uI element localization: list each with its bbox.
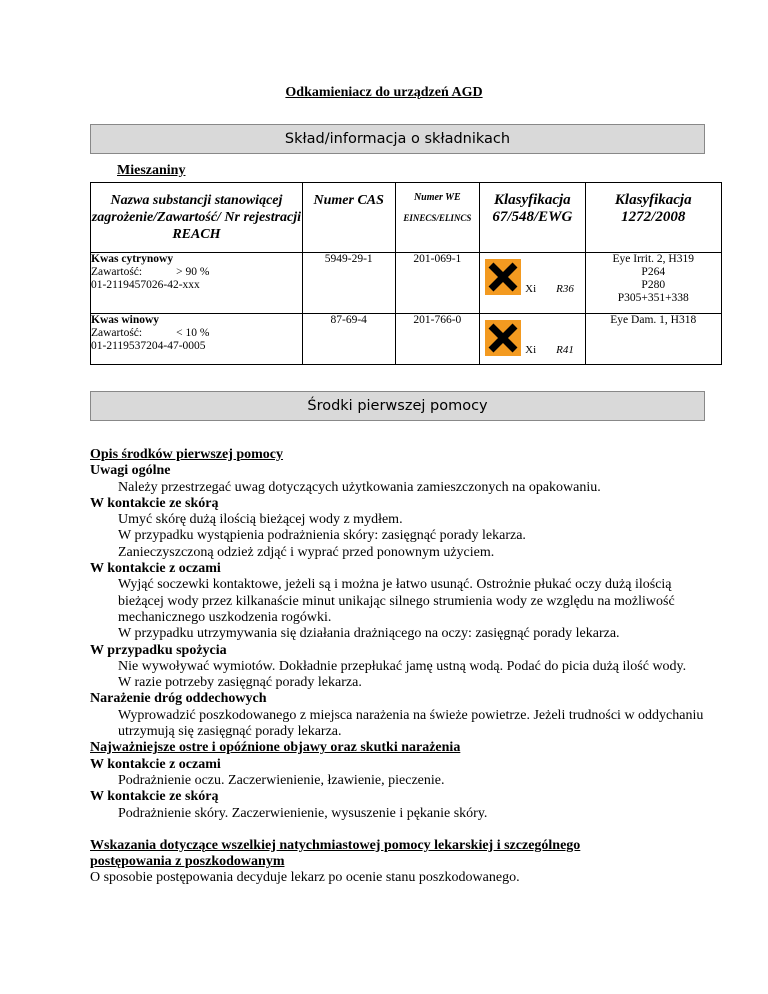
mixtures-heading: Mieszaniny: [117, 163, 186, 178]
reach-number: 01-2119457026-42-xxx: [91, 279, 200, 291]
substance-cell: [91, 314, 303, 365]
cas-number: 5949-29-1: [302, 253, 395, 314]
medical-heading: Wskazania dotyczące wszelkiej natychmiastowej pomocy lekarskiej i szczególnego: [90, 837, 581, 853]
skin-heading: W kontakcie ze skórą: [90, 495, 219, 511]
skin-line: Zanieczyszczoną odzież zdjąć i wyprać przed ponownym użyciem.: [118, 544, 495, 560]
we-number: 201-766-0: [395, 314, 480, 365]
risk-phrase: R36: [556, 283, 574, 295]
classification-old-cell: [480, 314, 585, 365]
sym-eyes-text: Podrażnienie oczu. Zaczerwienienie, łzawienie, pieczenie.: [118, 772, 445, 788]
skin-line: W przypadku wystąpienia podrażnienia skóry: zasięgnąć porady lekarza.: [118, 528, 526, 544]
inhalation-text: Wyprowadzić poszkodowanego z miejsca narażenia na świeże powietrze. Jeżeli trudności w oddychaniu utrzymują się zasięgnąć porady lekarza.: [118, 707, 704, 740]
ghs-line: P264: [641, 266, 666, 278]
eyes-heading: W kontakcie z oczami: [90, 561, 221, 577]
substance-name: Kwas cytrynowy: [91, 253, 174, 265]
risk-phrase: R41: [556, 344, 574, 356]
ghs-line: Eye Dam. 1, H318: [610, 314, 697, 326]
section-composition-header: Skład/informacja o składnikach: [90, 124, 705, 154]
table-row: [91, 314, 722, 365]
table-row: [91, 253, 722, 314]
inhalation-heading: Narażenie dróg oddechowych: [90, 691, 267, 707]
content-label: Zawartość:: [91, 266, 143, 278]
hazard-symbol-code: Xi: [525, 344, 537, 356]
general-heading: Uwagi ogólne: [90, 463, 171, 479]
medical-heading-2: postępowania z poszkodowanym: [90, 854, 285, 870]
composition-table: [90, 182, 722, 365]
ingestion-text: Nie wywoływać wymiotów. Dokładnie przepłukać jamę ustną wodą. Podać do picia dużą ilość wody. W razie potrzeby zasięgnąć porady lekarza.: [118, 658, 687, 691]
substance-name: Kwas winowy: [91, 314, 160, 326]
sym-skin-heading: W kontakcie ze skórą: [90, 789, 219, 805]
ghs-line: P305+351+338: [617, 292, 689, 304]
ghs-line: Eye Irrit. 2, H319: [612, 253, 694, 265]
header-class-new: Klasyfikacja 1272/2008: [585, 183, 722, 253]
content-value: < 10 %: [176, 327, 210, 339]
reach-number: 01-2119537204-47-0005: [91, 340, 206, 352]
hazard-symbol-code: Xi: [525, 283, 537, 295]
we-number: 201-069-1: [395, 253, 480, 314]
desc-heading: Opis środków pierwszej pomocy: [90, 447, 284, 462]
cas-number: 87-69-4: [302, 314, 395, 365]
content-label: Zawartość:: [91, 327, 143, 339]
content-value: > 90 %: [176, 266, 210, 278]
header-class-old: Klasyfikacja 67/548/EWG: [480, 183, 585, 253]
first-aid-content: [90, 447, 730, 887]
header-cas: Numer CAS: [302, 183, 395, 253]
header-we-line1: Numer WE: [413, 192, 461, 203]
eyes-text-2: W przypadku utrzymywania się działania drażniącego na oczy: zasięgnąć porady lekarza.: [118, 626, 620, 642]
medical-text: O sposobie postępowania decyduje lekarz po ocenie stanu poszkodowanego.: [90, 870, 520, 886]
eyes-text: Wyjąć soczewki kontaktowe, jeżeli są i można je łatwo usunąć. Ostrożnie płukać oczy dużą ilością bieżącej wody przez kilkanaście minut unikając silnego strumienia wody ze względu na możliwość mechanicznego uszkodzenia rogówki.: [118, 577, 675, 625]
substance-cell: [91, 253, 303, 314]
symptoms-heading: Najważniejsze ostre i opóźnione objawy oraz skutki narażenia: [90, 740, 461, 756]
classification-new-cell: [585, 314, 722, 365]
harmful-irritant-x-icon: [485, 320, 521, 356]
header-substance: Nazwa substancji stanowiącej zagrożenie/Zawartość/ Nr rejestracji REACH: [91, 183, 303, 253]
ghs-line: P280: [641, 279, 666, 291]
header-we-line2: EINECS/ELINCS: [403, 213, 472, 223]
classification-old-cell: [480, 253, 585, 314]
classification-new-cell: [585, 253, 722, 314]
general-text: Należy przestrzegać uwag dotyczących użytkowania zamieszczonych na opakowaniu.: [118, 479, 601, 495]
header-we: [395, 183, 480, 253]
ingestion-heading: W przypadku spożycia: [90, 642, 227, 658]
sym-eyes-heading: W kontakcie z oczami: [90, 756, 221, 772]
sym-skin-text: Podrażnienie skóry. Zaczerwienienie, wysuszenie i pękanie skóry.: [118, 805, 488, 821]
document-title: Odkamieniacz do urządzeń AGD: [285, 85, 483, 100]
table-header-row: [91, 183, 722, 253]
section-first-aid-header: Środki pierwszej pomocy: [90, 391, 705, 421]
skin-line: Umyć skórę dużą ilością bieżącej wody z mydłem.: [118, 512, 403, 528]
harmful-irritant-x-icon: [485, 259, 521, 295]
